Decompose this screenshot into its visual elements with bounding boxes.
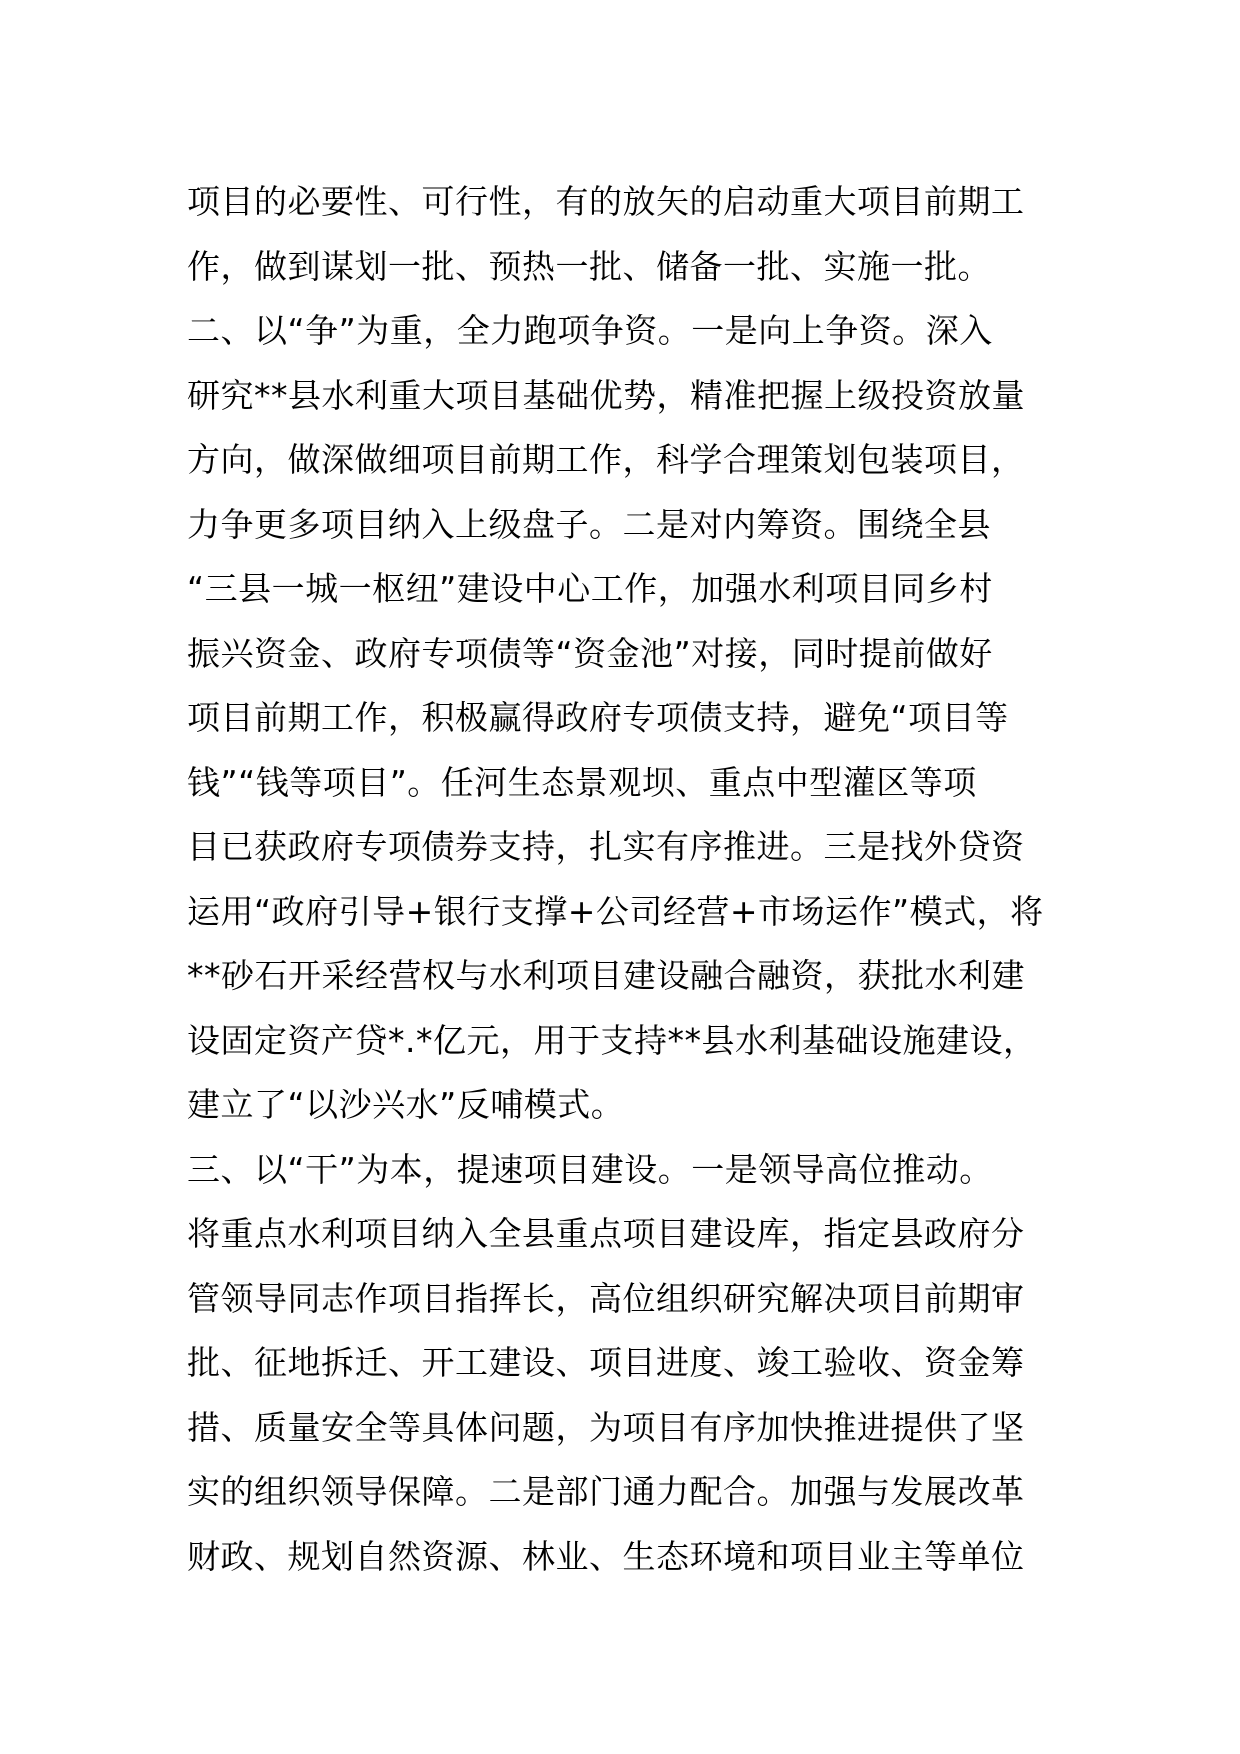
text-line: 目已获政府专项债券支持，扎实有序推进。三是找外贷资 [187,827,1025,866]
text-line: **砂石开采经营权与水利项目建设融合融资，获批水利建 [187,956,1025,995]
text-line: 钱”“钱等项目”。任河生态景观坝、重点中型灌区等项 [187,762,977,802]
text-line: 项目前期工作，积极赢得政府专项债支持，避免“项目等 [187,698,1009,737]
text-line: 二、以“争”为重，全力跑项争资。一是向上争资。深入 [187,311,993,350]
text-line: 力争更多项目纳入上级盘子。二是对内筹资。围绕全县 [187,504,991,544]
text-line: 实的组织领导保障。二是部门通力配合。加强与发展改革 [187,1472,1025,1511]
text-line: 财政、规划自然资源、林业、生态环境和项目业主等单位 [187,1536,1025,1576]
text-line: 方向，做深做细项目前期工作，科学合理策划包装项目， [187,440,1025,479]
text-line: 建立了“以沙兴水”反哺模式。 [187,1085,625,1124]
text-line: 作，做到谋划一批、预热一批、储备一批、实施一批。 [187,246,991,286]
text-line: 项目的必要性、可行性，有的放矢的启动重大项目前期工 [187,182,1025,221]
text-line: 三、以“干”为本，提速项目建设。一是领导高位推动。 [187,1149,993,1189]
text-line: 管领导同志作项目指挥长，高位组织研究解决项目前期审 [187,1278,1025,1318]
text-line: 设固定资产贷*.*亿元，用于支持**县水利基础设施建设， [187,1020,1037,1060]
text-line: 批、征地拆迁、开工建设、项目进度、竣工验收、资金筹 [187,1343,1025,1382]
text-line: 振兴资金、政府专项债等“资金池”对接，同时提前做好 [187,633,993,673]
body-text [187,170,1057,1589]
text-line: 将重点水利项目纳入全县重点项目建设库，指定县政府分 [187,1214,1025,1253]
text-line: 研究**县水利重大项目基础优势，精准把握上级投资放量 [187,375,1025,415]
text-line: 运用“政府引导+银行支撑+公司经营+市场运作”模式，将 [187,891,1044,931]
text-line: 措、质量安全等具体问题，为项目有序加快推进提供了坚 [187,1407,1025,1447]
text-line: “三县一城一枢纽”建设中心工作，加强水利项目同乡村 [187,569,993,608]
